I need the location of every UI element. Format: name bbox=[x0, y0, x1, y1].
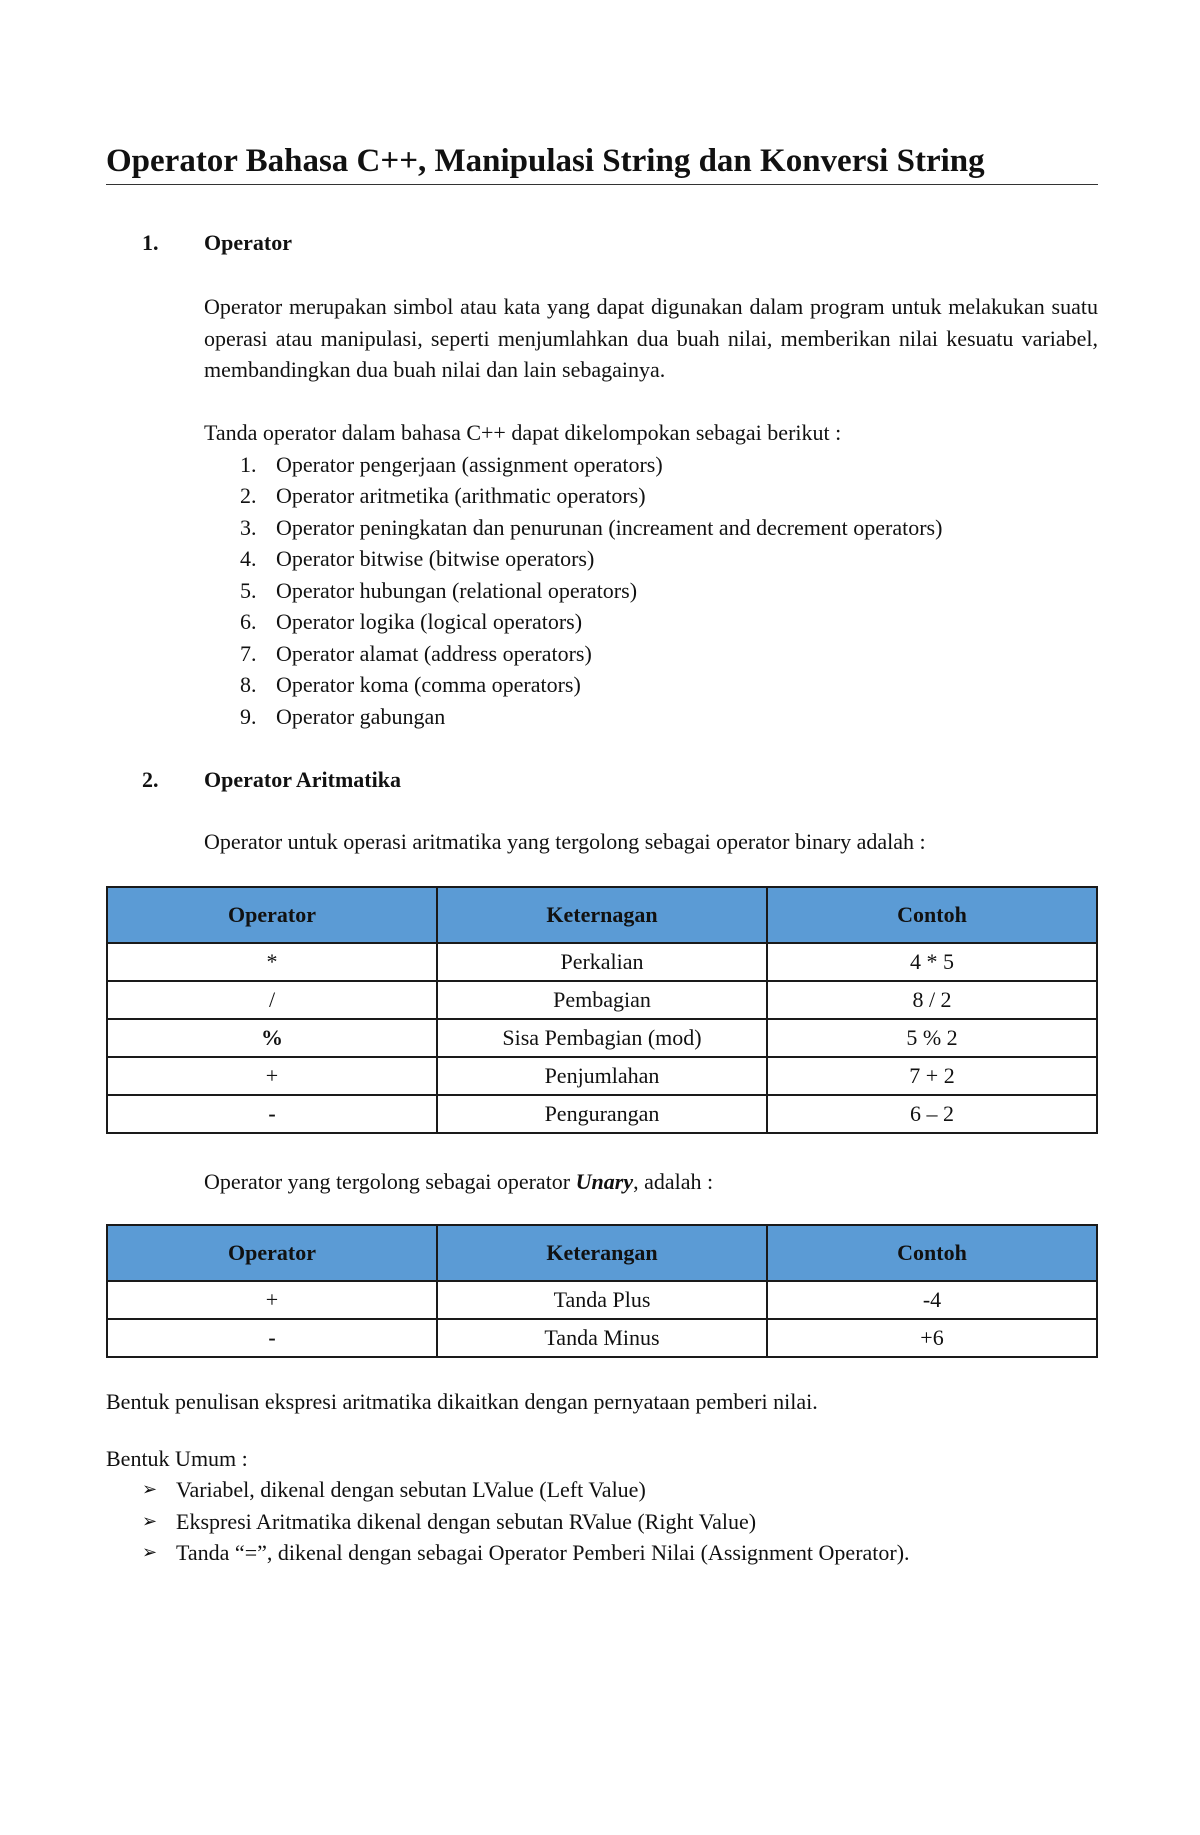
operator-groups-list bbox=[204, 449, 1098, 733]
document-page bbox=[106, 140, 1098, 1569]
list-item: 2. Operator aritmetika (arithmatic operators) bbox=[240, 483, 646, 508]
table-cell: 8 / 2 bbox=[767, 981, 1097, 1019]
unary-operators-table bbox=[106, 1224, 1098, 1358]
table-cell: -4 bbox=[767, 1281, 1097, 1319]
section-1-heading bbox=[106, 227, 1098, 259]
table-row bbox=[107, 1319, 1097, 1357]
arrowhead-bullet-icon: ➢ bbox=[142, 1542, 158, 1563]
general-form-list bbox=[106, 1474, 1098, 1569]
table-cell: / bbox=[107, 981, 437, 1019]
unary-operators-intro: Operator yang tergolong sebagai operator Unary, adalah : bbox=[204, 1168, 714, 1194]
list-item: 9. Operator gabungan bbox=[240, 703, 446, 729]
arrowhead-bullet-icon: ➢ bbox=[142, 1479, 158, 1500]
list-item: 7. Operator alamat (address operators) bbox=[240, 640, 592, 666]
list-item: 8. Operator koma (comma operators) bbox=[240, 672, 581, 697]
arrowhead-bullet-icon: ➢ bbox=[142, 1510, 158, 1532]
table-header-row bbox=[107, 887, 1097, 943]
list-item: ➢ Ekspresi Aritmatika dikenal dengan sebutan RValue (Right Value) bbox=[106, 1506, 1098, 1538]
table-cell: Tanda Minus bbox=[437, 1319, 767, 1357]
table-cell: 7 + 2 bbox=[767, 1057, 1097, 1095]
table-cell: - bbox=[107, 1319, 437, 1357]
binary-operators-intro: Operator untuk operasi aritmatika yang tergolong sebagai operator binary adalah : bbox=[204, 829, 926, 854]
unary-emphasis: Unary bbox=[575, 1168, 634, 1194]
list-item: 5. Operator hubungan (relational operators) bbox=[240, 577, 638, 603]
section-title: Operator Aritmatika bbox=[204, 767, 401, 792]
list-item: 3. Operator peningkatan dan penurunan (increament and decrement operators) bbox=[240, 514, 943, 540]
column-header: Operator bbox=[107, 1225, 437, 1281]
table-header-row bbox=[107, 1225, 1097, 1281]
section-title: Operator bbox=[204, 230, 292, 255]
list-item: 6. Operator logika (logical operators) bbox=[240, 609, 583, 634]
operator-groups-intro: Tanda operator dalam bahasa C++ dapat dikelompokan sebagai berikut : bbox=[204, 420, 842, 445]
table-cell: Sisa Pembagian (mod) bbox=[437, 1019, 767, 1057]
table-row bbox=[107, 981, 1097, 1019]
table-row bbox=[107, 1057, 1097, 1095]
column-header: Keterangan bbox=[437, 1225, 767, 1281]
table-cell: Tanda Plus bbox=[437, 1281, 767, 1319]
table-cell: + bbox=[107, 1057, 437, 1095]
section-number: 1. bbox=[142, 230, 159, 255]
table-cell: 5 % 2 bbox=[767, 1019, 1097, 1057]
section-2-heading bbox=[106, 764, 1098, 796]
table-cell: Penjumlahan bbox=[437, 1057, 767, 1095]
table-cell: % bbox=[107, 1019, 437, 1057]
list-item: ➢ Tanda “=”, dikenal dengan sebagai Operator Pemberi Nilai (Assignment Operator). bbox=[106, 1537, 1098, 1569]
list-item: 4. Operator bitwise (bitwise operators) bbox=[240, 546, 595, 571]
column-header: Keternagan bbox=[437, 887, 767, 943]
table-cell: Pengurangan bbox=[437, 1095, 767, 1133]
table-cell: Pembagian bbox=[437, 981, 767, 1019]
column-header: Contoh bbox=[767, 887, 1097, 943]
table-cell: Perkalian bbox=[437, 943, 767, 981]
table-row bbox=[107, 943, 1097, 981]
table-cell: 6 – 2 bbox=[767, 1095, 1097, 1133]
table-cell: 4 * 5 bbox=[767, 943, 1097, 981]
expression-sentence: Bentuk penulisan ekspresi aritmatika dikaitkan dengan pernyataan pemberi nilai. bbox=[106, 1389, 818, 1414]
table-row bbox=[107, 1095, 1097, 1133]
table-row bbox=[107, 1281, 1097, 1319]
table-cell: - bbox=[107, 1095, 437, 1133]
section-number: 2. bbox=[142, 767, 159, 792]
column-header: Contoh bbox=[767, 1225, 1097, 1281]
table-cell: * bbox=[107, 943, 437, 981]
operator-definition-paragraph: Operator merupakan simbol atau kata yang dapat digunakan dalam program untuk melakukan suatu operasi atau manipulasi, seperti menjumlahkan dua buah nilai, memberikan nilai kesuatu variabel, membandingkan dua buah nilai dan lain sebagainya. bbox=[204, 294, 1098, 382]
binary-operators-table bbox=[106, 886, 1098, 1134]
general-form-label: Bentuk Umum : bbox=[106, 1445, 248, 1471]
page-title: Operator Bahasa C++, Manipulasi String dan Konversi String bbox=[106, 140, 1098, 185]
table-row bbox=[107, 1019, 1097, 1057]
list-item: ➢ Variabel, dikenal dengan sebutan LValue (Left Value) bbox=[106, 1474, 1098, 1506]
list-item: 1. Operator pengerjaan (assignment operators) bbox=[240, 451, 663, 477]
table-cell: + bbox=[107, 1281, 437, 1319]
table-cell: +6 bbox=[767, 1319, 1097, 1357]
column-header: Operator bbox=[107, 887, 437, 943]
